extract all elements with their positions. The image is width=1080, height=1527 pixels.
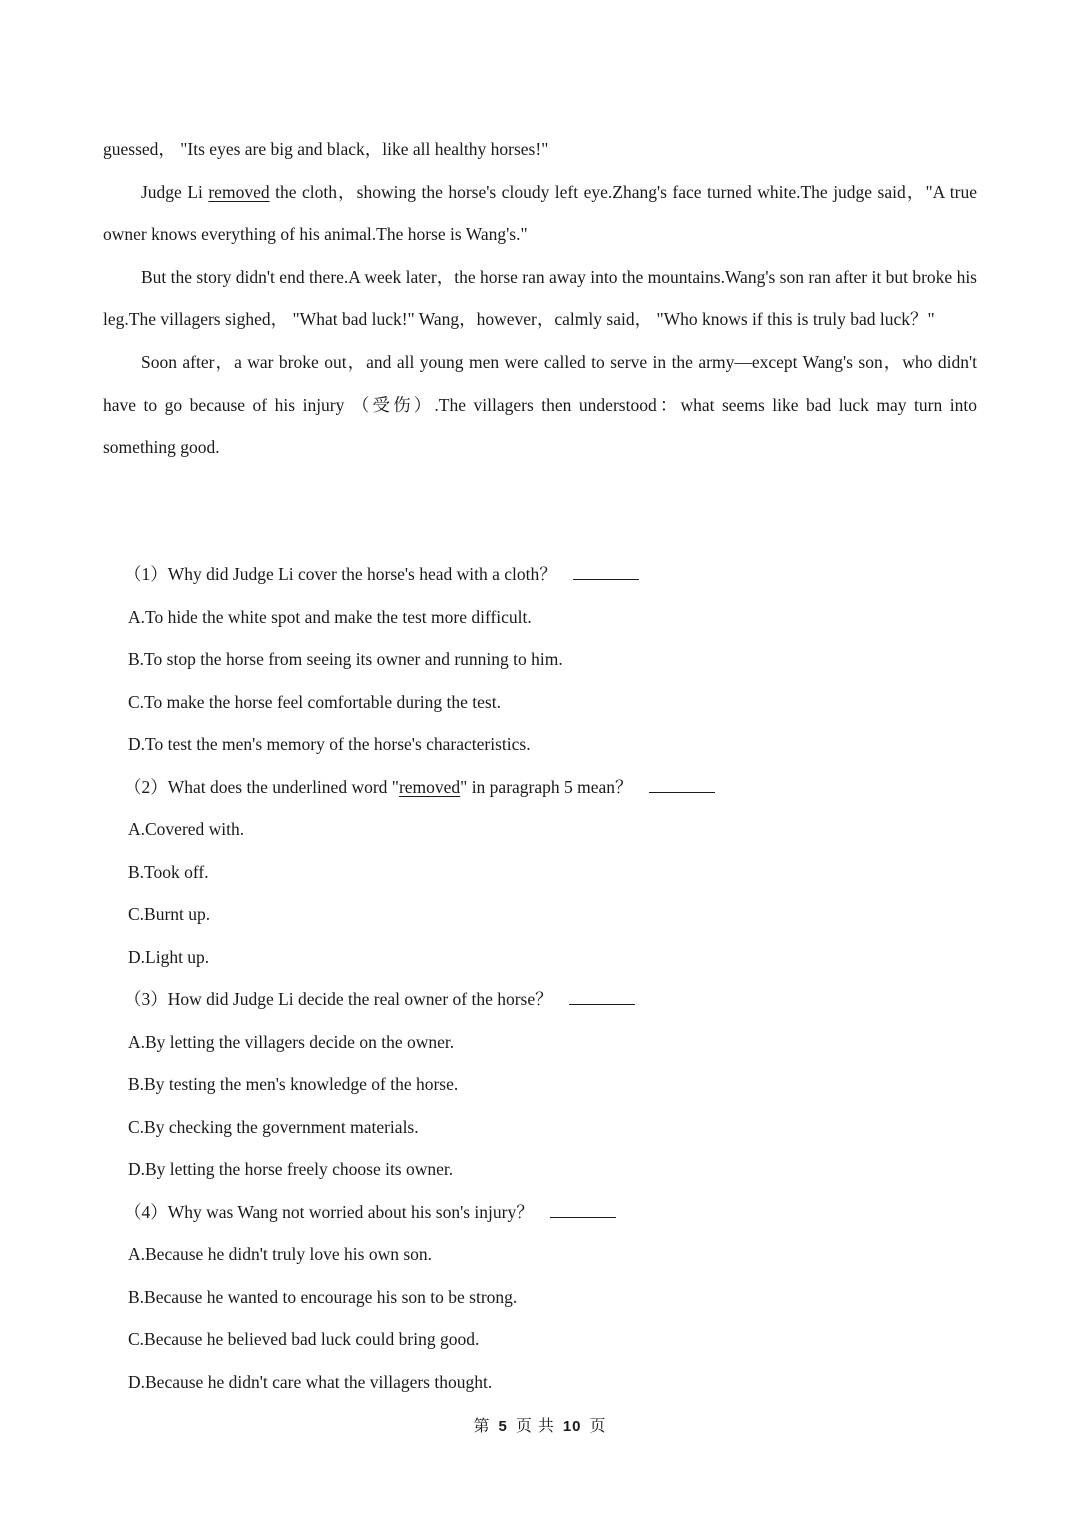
question-3-option-b: B.By testing the men's knowledge of the horse. xyxy=(128,1074,459,1094)
question-text: （3）How did Judge Li decide the real owner of the horse？ xyxy=(124,989,553,1009)
question-4-option-b: B.Because he wanted to encourage his son to be strong. xyxy=(128,1286,518,1307)
answer-blank[interactable] xyxy=(569,1003,635,1005)
question-4-option-c: C.Because he believed bad luck could bring good. xyxy=(128,1329,480,1349)
question-1-option-c: C.To make the horse feel comfortable during the test. xyxy=(128,691,501,712)
footer-mid: 页 共 xyxy=(515,1418,555,1435)
question-1-option-a: A.To hide the white spot and make the test more difficult. xyxy=(128,606,532,627)
passage-paragraph-3: But the story didn't end there.A week later，the horse ran away into the mountains.Wang's son ran after it but broke his leg.The villagers sighed， "What bad luck!" Wang，however，calmly said， "Who knows if this is truly bad luck？" xyxy=(103,266,977,330)
question-2-option-b: B.Took off. xyxy=(128,861,209,882)
passage-paragraph-1: guessed， "Its eyes are big and black，like all healthy horses!" xyxy=(103,139,549,159)
question-text: " in paragraph 5 mean？ xyxy=(460,776,633,797)
answer-blank[interactable] xyxy=(550,1216,616,1218)
question-4-option-d: D.Because he didn't care what the villagers thought. xyxy=(128,1371,493,1392)
total-page-number: 10 xyxy=(562,1418,582,1435)
question-4-option-a: A.Because he didn't truly love his own son. xyxy=(128,1244,433,1264)
passage-paragraph-2 xyxy=(103,171,977,256)
question-3-stem xyxy=(124,978,988,1021)
answer-blank[interactable] xyxy=(573,578,639,580)
underlined-word: removed xyxy=(398,776,461,797)
question-3-option-c: C.By checking the government materials. xyxy=(128,1116,419,1137)
answer-blank[interactable] xyxy=(649,791,715,793)
question-text: （2）What does the underlined word " xyxy=(124,776,399,797)
footer-suffix: 页 xyxy=(589,1418,607,1435)
passage-text: Judge Li xyxy=(141,181,209,202)
question-text: （1）Why did Judge Li cover the horse's head with a cloth？ xyxy=(124,564,557,584)
question-text: （4）Why was Wang not worried about his son's injury？ xyxy=(124,1201,534,1222)
question-list xyxy=(124,553,988,1403)
question-2-stem xyxy=(124,766,988,809)
reading-passage xyxy=(103,128,977,469)
question-3-option-d: D.By letting the horse freely choose its owner. xyxy=(128,1159,454,1179)
question-4-stem xyxy=(124,1191,988,1234)
question-2-option-a: A.Covered with. xyxy=(128,819,245,839)
current-page-number: 5 xyxy=(498,1418,508,1435)
footer-prefix: 第 xyxy=(473,1418,491,1435)
question-1-option-d: D.To test the men's memory of the horse's characteristics. xyxy=(128,734,531,754)
page-footer xyxy=(0,1414,1080,1440)
passage-paragraph-4: Soon after，a war broke out，and all young men were called to serve in the army—except Wang's son，who didn't have to go because of his injury （受伤）.The villagers then understood：what seems like bad luck may turn into something good. xyxy=(103,351,977,458)
question-3-option-a: A.By letting the villagers decide on the owner. xyxy=(128,1031,455,1052)
question-1-option-b: B.To stop the horse from seeing its owner and running to him. xyxy=(128,649,563,669)
question-1-stem xyxy=(124,553,988,596)
underlined-word: removed xyxy=(208,181,270,202)
question-2-option-c: C.Burnt up. xyxy=(128,904,211,924)
question-2-option-d: D.Light up. xyxy=(128,946,210,967)
passage-text: the cloth，showing the horse's cloudy left eye.Zhang's face turned white.The judge said，"A true owner knows everything of his animal.The horse is Wang's." xyxy=(103,181,977,245)
